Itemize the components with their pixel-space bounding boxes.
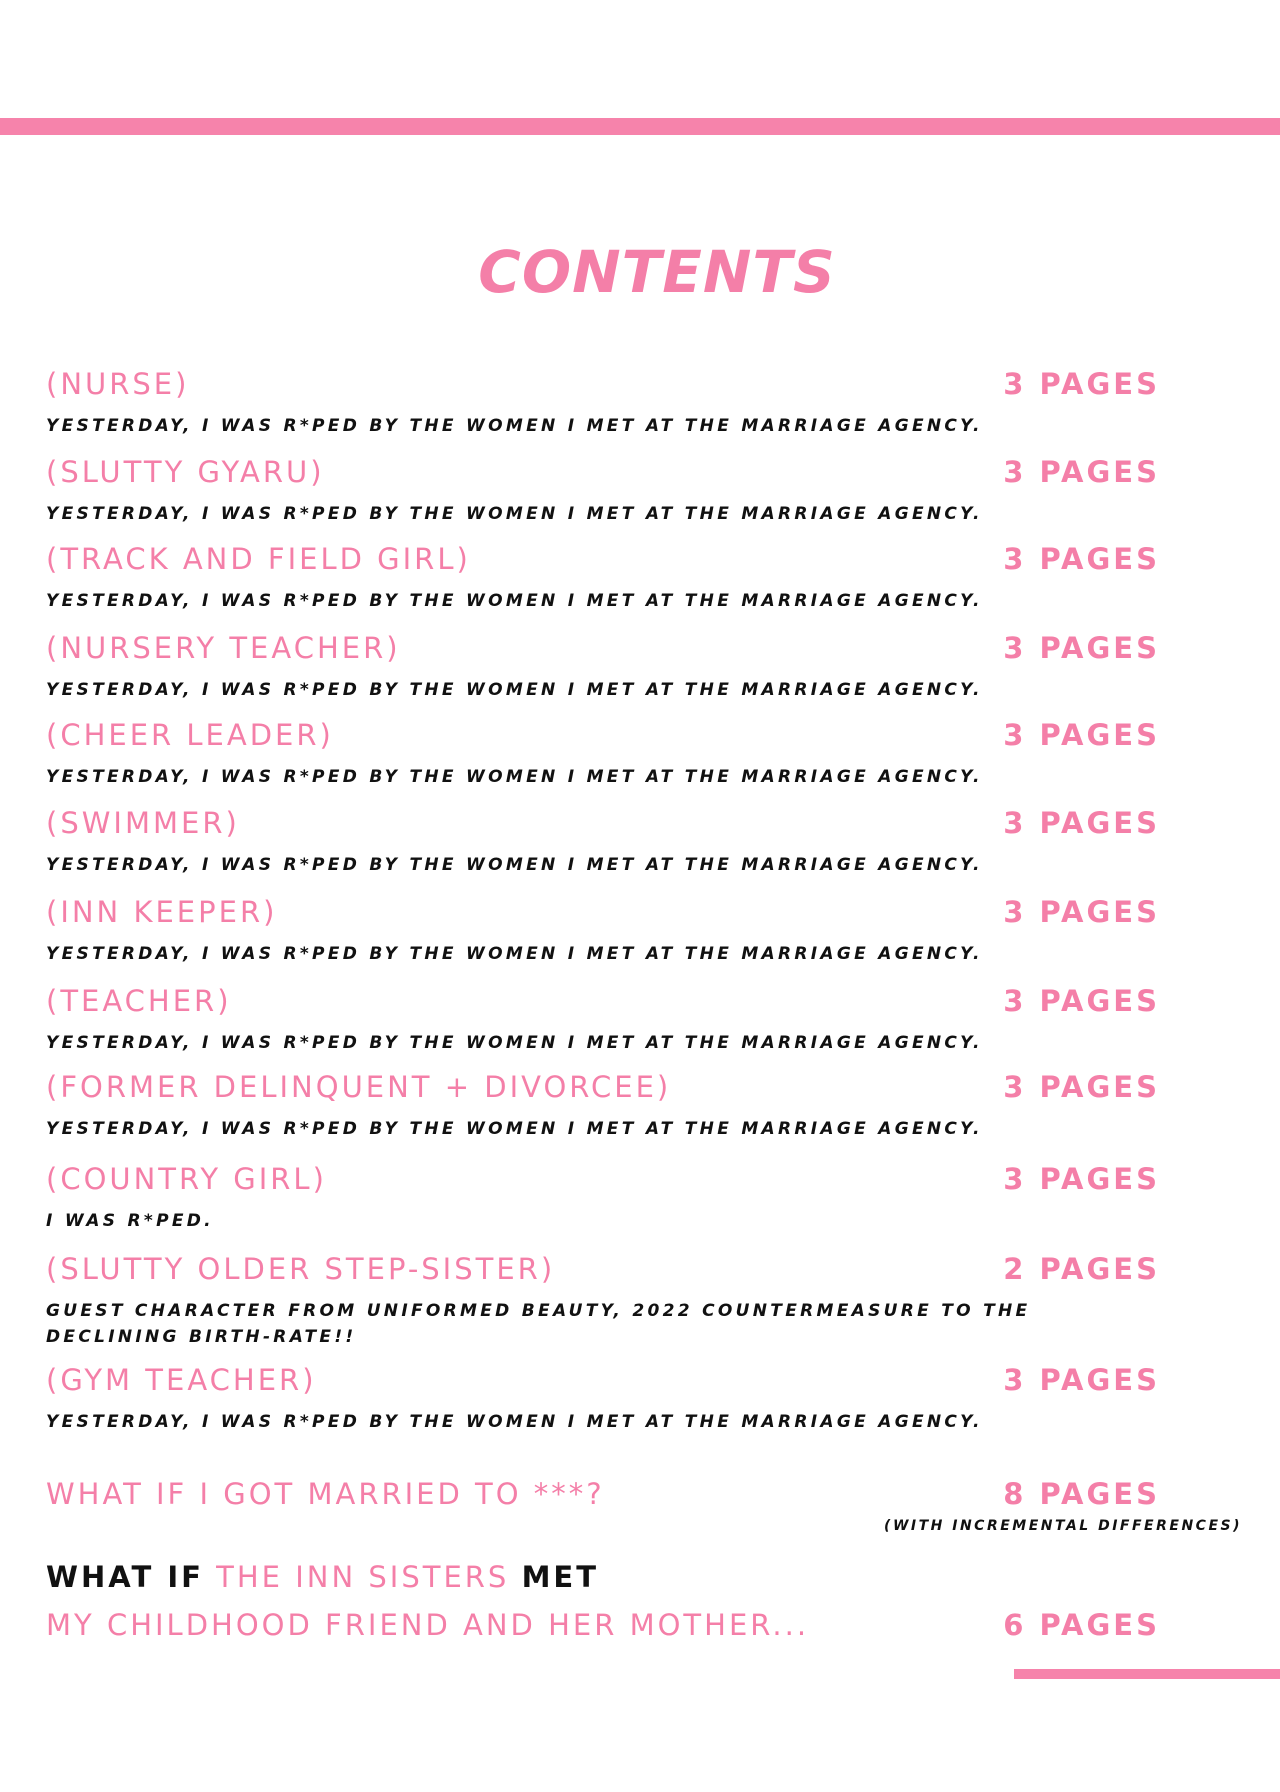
- entry-title: (COUNTRY GIRL): [46, 1162, 327, 1196]
- entry-subtitle: YESTERDAY, I WAS R*PED BY THE WOMEN I MET AT THE MARRIAGE AGENCY.: [46, 504, 983, 524]
- entry-pages: 3 PAGES: [1003, 806, 1160, 840]
- line1-part-c: MET: [521, 1560, 600, 1594]
- entry-title: (GYM TEACHER): [46, 1363, 317, 1397]
- entry-subtitle: GUEST CHARACTER FROM UNIFORMED BEAUTY, 2022 COUNTERMEASURE TO THE: [46, 1301, 1031, 1321]
- entry-subtitle: YESTERDAY, I WAS R*PED BY THE WOMEN I MET AT THE MARRIAGE AGENCY.: [46, 855, 983, 875]
- line1-part-a: WHAT IF: [46, 1560, 204, 1594]
- entry-title: (SLUTTY OLDER STEP-SISTER): [46, 1252, 556, 1286]
- entry-title: (NURSE): [46, 367, 190, 401]
- entry-pages: 2 PAGES: [1003, 1252, 1160, 1286]
- entry-title: MY CHILDHOOD FRIEND AND HER MOTHER...: [46, 1608, 810, 1642]
- top-divider-bar: [0, 118, 1280, 135]
- entry-subtitle: YESTERDAY, I WAS R*PED BY THE WOMEN I MET AT THE MARRIAGE AGENCY.: [46, 767, 983, 787]
- entry-subtitle: YESTERDAY, I WAS R*PED BY THE WOMEN I MET AT THE MARRIAGE AGENCY.: [46, 1033, 983, 1053]
- entry-subtitle: YESTERDAY, I WAS R*PED BY THE WOMEN I MET AT THE MARRIAGE AGENCY.: [46, 1412, 983, 1432]
- entry-title: WHAT IF I GOT MARRIED TO ***?: [46, 1477, 605, 1511]
- entry-pages: 3 PAGES: [1003, 718, 1160, 752]
- entry-subtitle: YESTERDAY, I WAS R*PED BY THE WOMEN I MET AT THE MARRIAGE AGENCY.: [46, 944, 983, 964]
- entry-note: (WITH INCREMENTAL DIFFERENCES): [884, 1518, 1242, 1534]
- entry-pages: 3 PAGES: [1003, 895, 1160, 929]
- entry-title: (FORMER DELINQUENT + DIVORCEE): [46, 1070, 672, 1104]
- entry-title: (TEACHER): [46, 984, 232, 1018]
- entry-subtitle: YESTERDAY, I WAS R*PED BY THE WOMEN I MET AT THE MARRIAGE AGENCY.: [46, 591, 983, 611]
- entry-title: (TRACK AND FIELD GIRL): [46, 542, 471, 576]
- entry-pages: 3 PAGES: [1003, 631, 1160, 665]
- entry-pages: 3 PAGES: [1003, 1363, 1160, 1397]
- entry-title: (SLUTTY GYARU): [46, 455, 325, 489]
- entry-subtitle: YESTERDAY, I WAS R*PED BY THE WOMEN I MET AT THE MARRIAGE AGENCY.: [46, 1119, 983, 1139]
- entry-title: (INN KEEPER): [46, 895, 278, 929]
- page-title: CONTENTS: [478, 238, 836, 306]
- entry-subtitle-line2: DECLINING BIRTH-RATE!!: [46, 1327, 357, 1347]
- entry-pages: 3 PAGES: [1003, 367, 1160, 401]
- entry-pages: 3 PAGES: [1003, 984, 1160, 1018]
- extra-entry-line1: [46, 1560, 599, 1594]
- entry-pages: 3 PAGES: [1003, 455, 1160, 489]
- entry-title: (NURSERY TEACHER): [46, 631, 401, 665]
- entry-pages: 3 PAGES: [1003, 1070, 1160, 1104]
- entry-pages: 3 PAGES: [1003, 1162, 1160, 1196]
- line1-part-b: THE INN SISTERS: [216, 1560, 510, 1594]
- entry-pages: 3 PAGES: [1003, 542, 1160, 576]
- entry-title: (CHEER LEADER): [46, 718, 334, 752]
- entry-subtitle: YESTERDAY, I WAS R*PED BY THE WOMEN I MET AT THE MARRIAGE AGENCY.: [46, 416, 983, 436]
- bottom-divider-bar: [1014, 1669, 1280, 1679]
- entry-subtitle: I WAS R*PED.: [46, 1211, 214, 1231]
- entry-pages: 8 PAGES: [1003, 1477, 1160, 1511]
- entry-subtitle: YESTERDAY, I WAS R*PED BY THE WOMEN I MET AT THE MARRIAGE AGENCY.: [46, 680, 983, 700]
- entry-pages: 6 PAGES: [1003, 1608, 1160, 1642]
- entry-title: (SWIMMER): [46, 806, 240, 840]
